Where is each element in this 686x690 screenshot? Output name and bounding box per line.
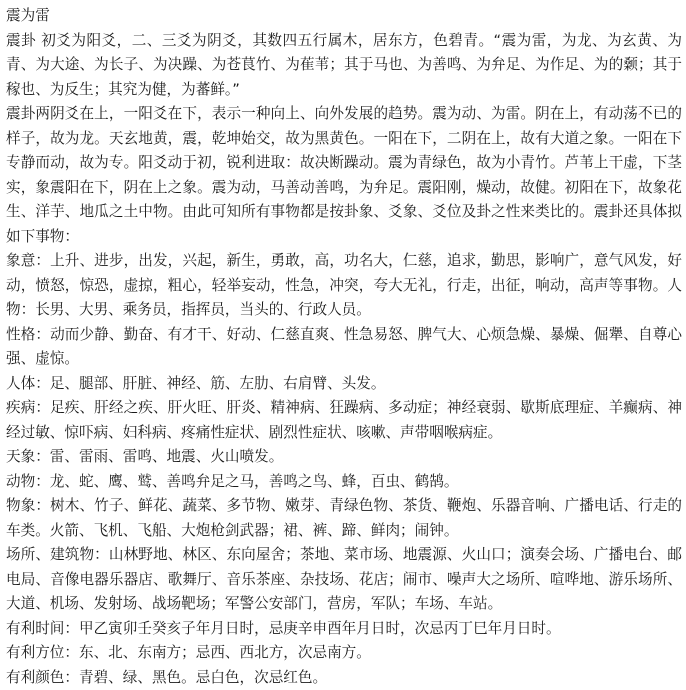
paragraph-explanation: 震卦两阴爻在上，一阳爻在下，表示一种向上、向外发展的趋势。震为动、为雷。阴在上，有动荡不已的样子，故为龙。天玄地黄，震，乾坤始交，故为黑黄色。一阳在下，二阴在上，故有大道之象。一阳在下专静而动，故为专。阳爻动于初，锐利进取：故决断躁动。震为青绿色，故为小青竹。芦苇上干虚，下茎实，象震阳在下，阴在上之象。震为动，马善动善鸣，为弁足。震阳刚，燥动，故健。初阳在下，故象花生、洋芋、地瓜之土中物。由此可知所有事物都是按卦象、爻象、爻位及卦之性来类比的。震卦还具体拟如下事物： [6, 102, 682, 249]
paragraph-places: 场所、建筑物：山林野地、林区、东向屋舍；茶地、菜市场、地震源、火山口；演奏会场、广播电台、邮电局、音像电器乐器店、歌舞厅、音乐茶座、杂技场、花店；闹市、噪声大之场所、喧哗地、游乐场所、大道、机场、发射场、战场靶场；军警公安部门，营房，军队；车场、车站。 [6, 543, 682, 617]
document-title: 震为雷 [6, 4, 682, 29]
paragraph-favorable-color: 有利颜色：青碧、绿、黑色。忌白色，次忌红色。 [6, 666, 682, 690]
paragraph-intro: 震卦 初爻为阳爻，二、三爻为阴爻，其数四五行属木，居东方，色碧青。“震为雷，为龙、为玄黄、为青、为大途、为长子、为决躁、为苍茛竹、为萑苇；其于马也、为善鸣、为弁足、为作足、为的颡；其于稼也、为反生；其究为健，为蕃鲜。” [6, 29, 682, 103]
paragraph-body: 人体：足、腿部、肝脏、神经、筋、左肋、右肩臂、头发。 [6, 372, 682, 397]
paragraph-favorable-direction: 有利方位：东、北、东南方；忌西、西北方，次忌南方。 [6, 641, 682, 666]
paragraph-animals: 动物：龙、蛇、鹰、鹫、善鸣弁足之马，善鸣之鸟、蜂，百虫、鹤鹄。 [6, 470, 682, 495]
paragraph-illness: 疾病：足疾、肝经之疾、肝火旺、肝炎、精神病、狂躁病、多动症；神经衰弱、歇斯底理症、羊癫病、神经过敏、惊吓病、妇科病、疼痛性症状、剧烈性症状、咳嗽、声带咽喉病症。 [6, 396, 682, 445]
paragraph-imagery: 象意：上升、进步，出发，兴起，新生，勇敢，高，功名大，仁慈，追求，勤思，影响广，意气风发，好动，愤怒，惊恐，虚掠，粗心，轻举妄动，性急，冲突，夸大无礼，行走，出征，响动，高声等事物。人物：长男、大男、乘务员，指挥员，当头的、行政人员。 [6, 249, 682, 323]
paragraph-personality: 性格：动而少静、勤奋、有才干、好动、仁慈直爽、性急易怒、脾气大、心烦急燥、暴燥、倔犟、自尊心强、虚惊。 [6, 323, 682, 372]
paragraph-favorable-time: 有利时间：甲乙寅卯壬癸亥子年月日时，忌庚辛申酉年月日时，次忌丙丁巳年月日时。 [6, 617, 682, 642]
paragraph-objects: 物象：树木、竹子、鲜花、蔬菜、多节物、嫩芽、青绿色物、茶货、鞭炮、乐器音响、广播电话、行走的车类。火箭、飞机、飞船、大炮枪剑武器；裙、裤、蹄、鲜肉；闹钟。 [6, 494, 682, 543]
document-body [6, 4, 682, 690]
paragraph-weather: 天象：雷、雷雨、雷鸣、地震、火山喷发。 [6, 445, 682, 470]
